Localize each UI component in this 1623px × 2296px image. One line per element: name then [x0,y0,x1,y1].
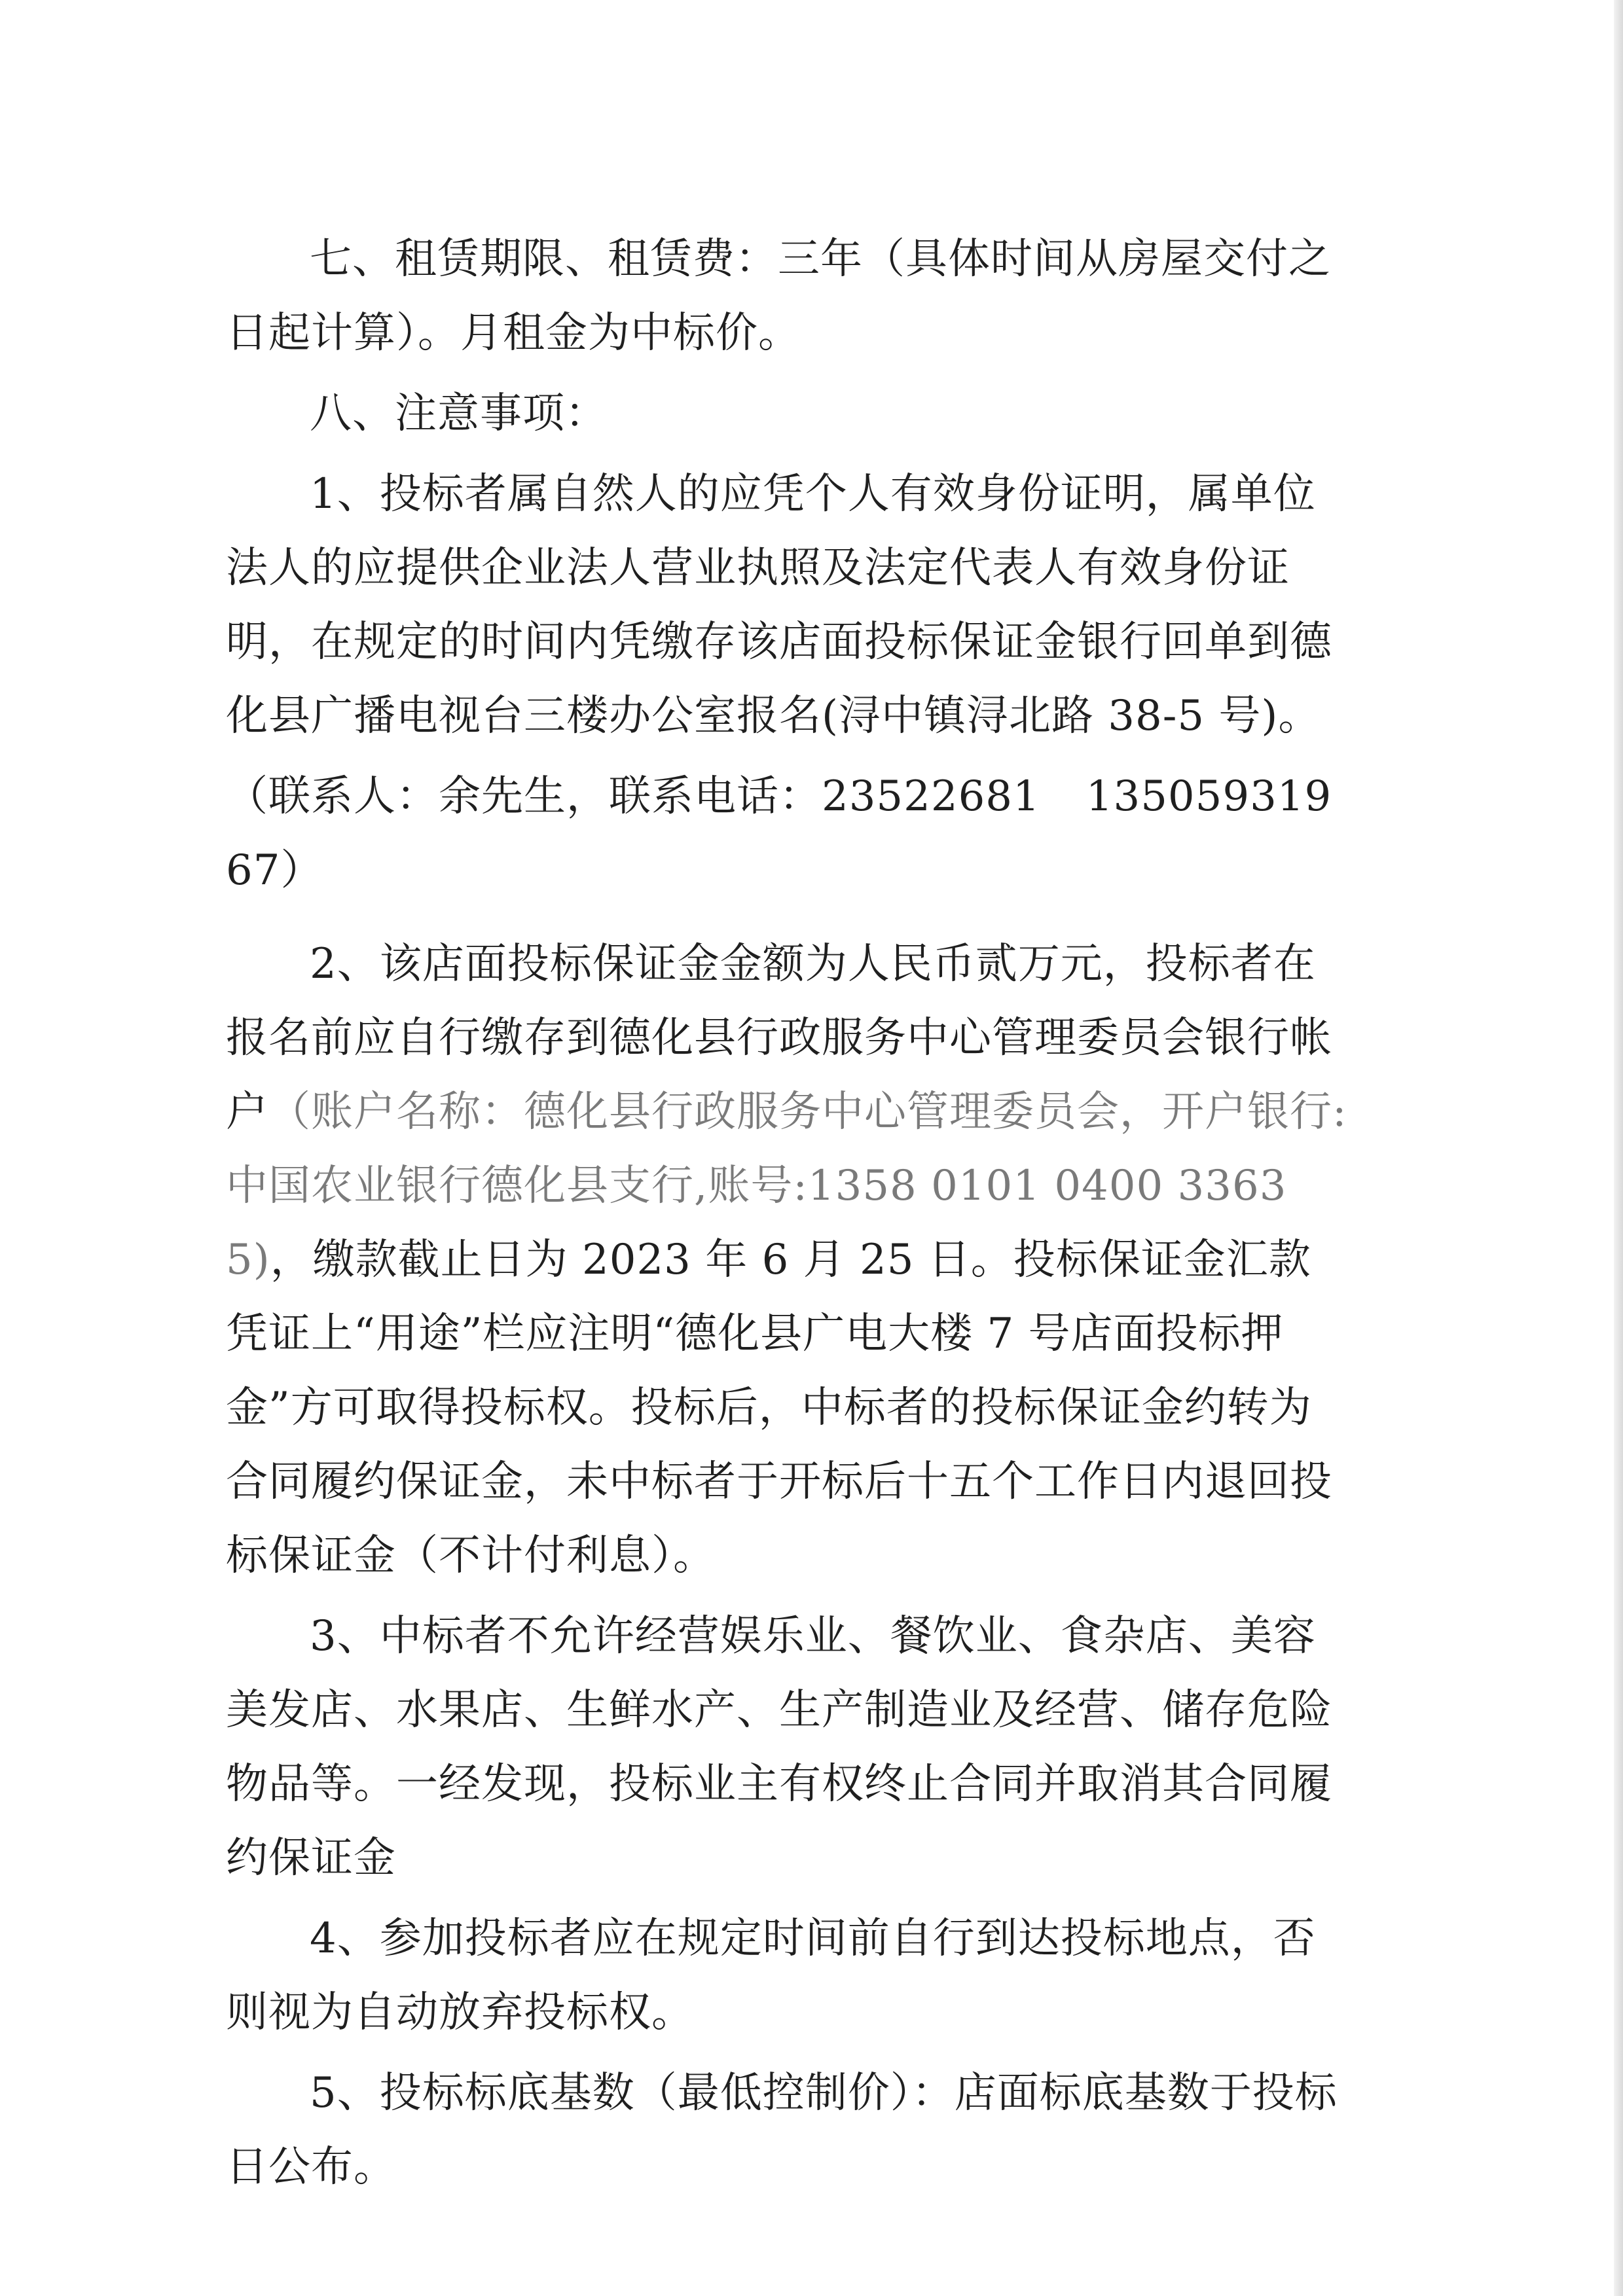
item-3-business-restrictions: 3、中标者不允许经营娱乐业、餐饮业、食杂店、美容美发店、水果店、生鲜水产、生产制造业及经营、储存危险物品等。一经发现，投标业主有权终止合同并取消其合同履约保证金 [226,1612,1332,1882]
document-body [226,223,1352,2204]
section-8-heading: 八、注意事项： [310,389,608,438]
section-7-lease-term: 七、租赁期限、租赁费：三年（具体时间从房屋交付之日起计算）。月租金为中标价。 [226,235,1331,357]
item-1-registration: 1、投标者属自然人的应凭个人有效身份证明，属单位法人的应提供企业法人营业执照及法定代表人有效身份证明，在规定的时间内凭缴存该店面投标保证金银行回单到德化县广播电视台三楼办公室报名(浔中镇浔北路 38-5 号)。 [226,470,1332,740]
item-4-attendance: 4、参加投标者应在规定时间前自行到达投标地点，否则视为自动放弃投标权。 [226,1914,1316,2037]
scan-edge-shadow [1614,0,1623,2296]
contact-mobile-phone: 13505931967） [226,772,1332,895]
item-2-deposit [226,927,1352,1593]
item-1-contact-line [226,760,1352,908]
item-2-deposit-terms: ，缴款截止日为 2023 年 6 月 25 日。投标保证金汇款凭证上“用途”栏应注明“德化县广电大楼 7 号店面投标押金”方可取得投标权。投标后，中标者的投标保证金约转为合同履约保证金，未中标者于开标后十五个工作日内退回投标保证金（不计付利息）。 [226,1236,1332,1580]
item-2-deposit-intro: 2、该店面投标保证金金额为人民币贰万元，投标者在报名前应自行缴存到德化县行政服务中心管理委员会银行帐户 [226,940,1332,1136]
contact-person-and-phone: （联系人：余先生，联系电话：23522681 [226,772,1040,821]
item-5-base-price: 5、投标标底基数（最低控制价）：店面标底基数于投标日公布。 [226,2069,1338,2191]
bank-account-details: （账户名称：德化县行政服务中心管理委员会，开户银行:中国农业银行德化县支行,账号:1358 0101 0400 33635) [226,1088,1347,1284]
